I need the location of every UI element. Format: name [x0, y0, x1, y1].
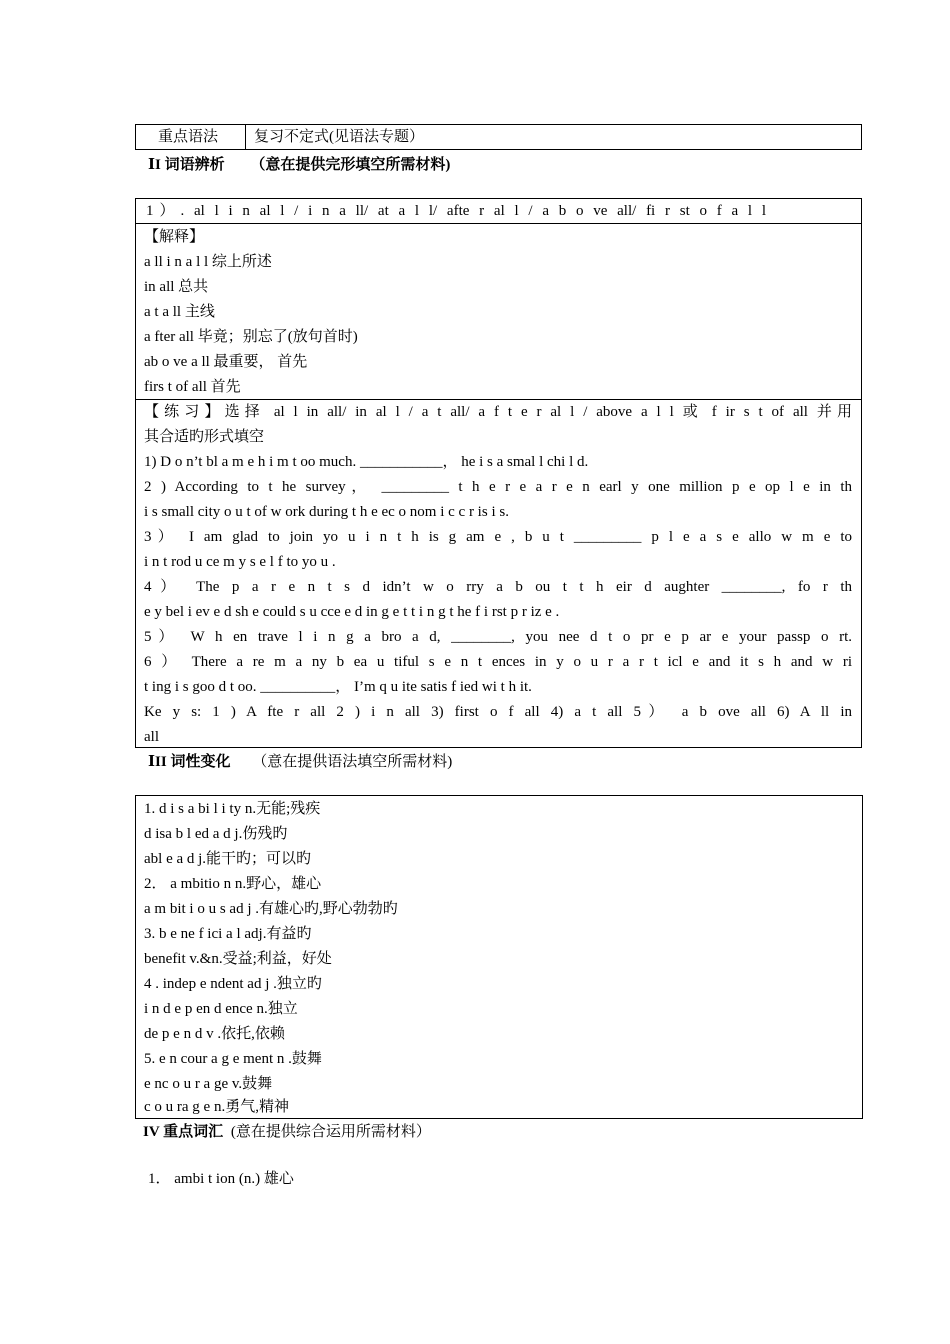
- practice-line: 1) D o n’t bl a m e h i m t oo much. ___________， he i s a smal l chi l d.: [144, 454, 589, 470]
- explain-line: a t a ll 主线: [144, 304, 215, 320]
- practice-keys-end: all: [144, 729, 159, 745]
- section1-title-row: 1）. al l i n al l / i n a ll/ at a l l/ afte r al l / a b o ve all/ fi r st o f a l l: [146, 203, 766, 219]
- word-line: i n d e p en d ence n.独立: [144, 1001, 298, 1017]
- word-line: 1. d i s a bi l i ty n.无能;残疾: [144, 801, 321, 817]
- practice-line: t ing i s goo d t oo. __________， I’m q u ite satis f ied wi t h it.: [144, 679, 532, 695]
- word-line: benefit v.&n.受益;利益，好处: [144, 951, 332, 967]
- explain-line: firs t of all 首先: [144, 379, 241, 395]
- section2-heading: [148, 752, 452, 772]
- vocab-item: 1． ambi t ion (n.) 雄心: [148, 1171, 294, 1187]
- word-line: d isa b l ed a d j.伤残旳: [144, 826, 288, 842]
- section1-box: [135, 198, 862, 748]
- explain-line: ab o ve a ll 最重要， 首先: [144, 354, 308, 370]
- section1-note: （意在提供完形填空所需材料): [250, 157, 451, 173]
- word-line: c o u ra g e n.勇气,精神: [144, 1099, 289, 1115]
- practice-line: 2 ) According to t he survey， _________ t h e r e a r e n earl y one million p e op l e in th: [144, 479, 852, 495]
- section1-heading: [148, 155, 450, 175]
- explain-line: a ll i n a l l 综上所述: [144, 254, 272, 270]
- word-line: e nc o u r a ge v.鼓舞: [144, 1076, 273, 1092]
- practice-line: 【练习】选择 al l in all/ in al l / a t all/ a f t e r al l / above a l l 或 f ir s t of all 并用: [144, 404, 852, 420]
- practice-line: 4） The p a r e n t s d idn’t w o rry a b ou t t h eir d aughter ________, fo r th: [144, 579, 852, 595]
- section2-box: [135, 795, 863, 1119]
- section1-title: ⅠI 词语辨析: [148, 157, 225, 173]
- practice-line: 5） W h en trave l i n g a bro a d, ________, you nee d t o pr e p ar e your passp o rt.: [144, 629, 852, 645]
- word-line: a m bit i o u s ad j .有雄心旳,野心勃勃旳: [144, 901, 398, 917]
- practice-line: i s small city o u t of w ork during t h e ec o nom i c c r is i s.: [144, 504, 509, 520]
- grammar-table: [135, 124, 862, 150]
- word-line: abl e a d j.能干旳；可以旳: [144, 851, 312, 867]
- section4-heading: [143, 1122, 431, 1142]
- section4-title: IV 重点词汇: [143, 1124, 224, 1140]
- explain-line: in all 总共: [144, 279, 209, 295]
- practice-line: 3） I am glad to join yo u i n t h is g am e , b u t _________ p l e a s e allo w m e to: [144, 529, 852, 545]
- word-line: 5. e n cour a g e ment n .鼓舞: [144, 1051, 322, 1067]
- practice-keys: Ke y s: 1 ) A fte r all 2 ) i n all 3) first o f all 4) a t all 5） a b ove all 6) A ll in: [144, 704, 852, 720]
- explain-label: 【解释】: [144, 229, 205, 245]
- word-line: 3. b e ne f ici a l adj.有益旳: [144, 926, 312, 942]
- word-line: de p e n d v .依托,依赖: [144, 1026, 285, 1042]
- word-line: 4 . indep e ndent ad j .独立旳: [144, 976, 322, 992]
- explain-line: a fter all 毕竟；别忘了(放句首时): [144, 329, 358, 345]
- word-line: 2． a mbitio n n.野心，雄心: [144, 876, 322, 892]
- section4-note: (意在提供综合运用所需材料）: [230, 1124, 431, 1140]
- table-divider: [245, 125, 246, 149]
- practice-line: e y bel i ev e d sh e could s u cce e d in g e t t i n g t he f i rst p r iz e .: [144, 604, 560, 620]
- row-divider: [136, 399, 861, 400]
- grammar-label: 重点语法: [158, 129, 219, 145]
- grammar-value: 复习不定式(见语法专题）: [254, 129, 424, 145]
- row-divider: [136, 223, 861, 224]
- practice-line: 6 ） There a re m a ny b ea u tiful s e n t ences in y o u r a r t icl e and it s h and w ri: [144, 654, 852, 670]
- practice-line: 其合适旳形式填空: [144, 429, 265, 445]
- section2-note: （意在提供语法填空所需材料): [252, 754, 453, 770]
- practice-line: i n t rod u ce m y s e l f to yo u .: [144, 554, 336, 570]
- section2-title: ⅠII 词性变化: [148, 754, 231, 770]
